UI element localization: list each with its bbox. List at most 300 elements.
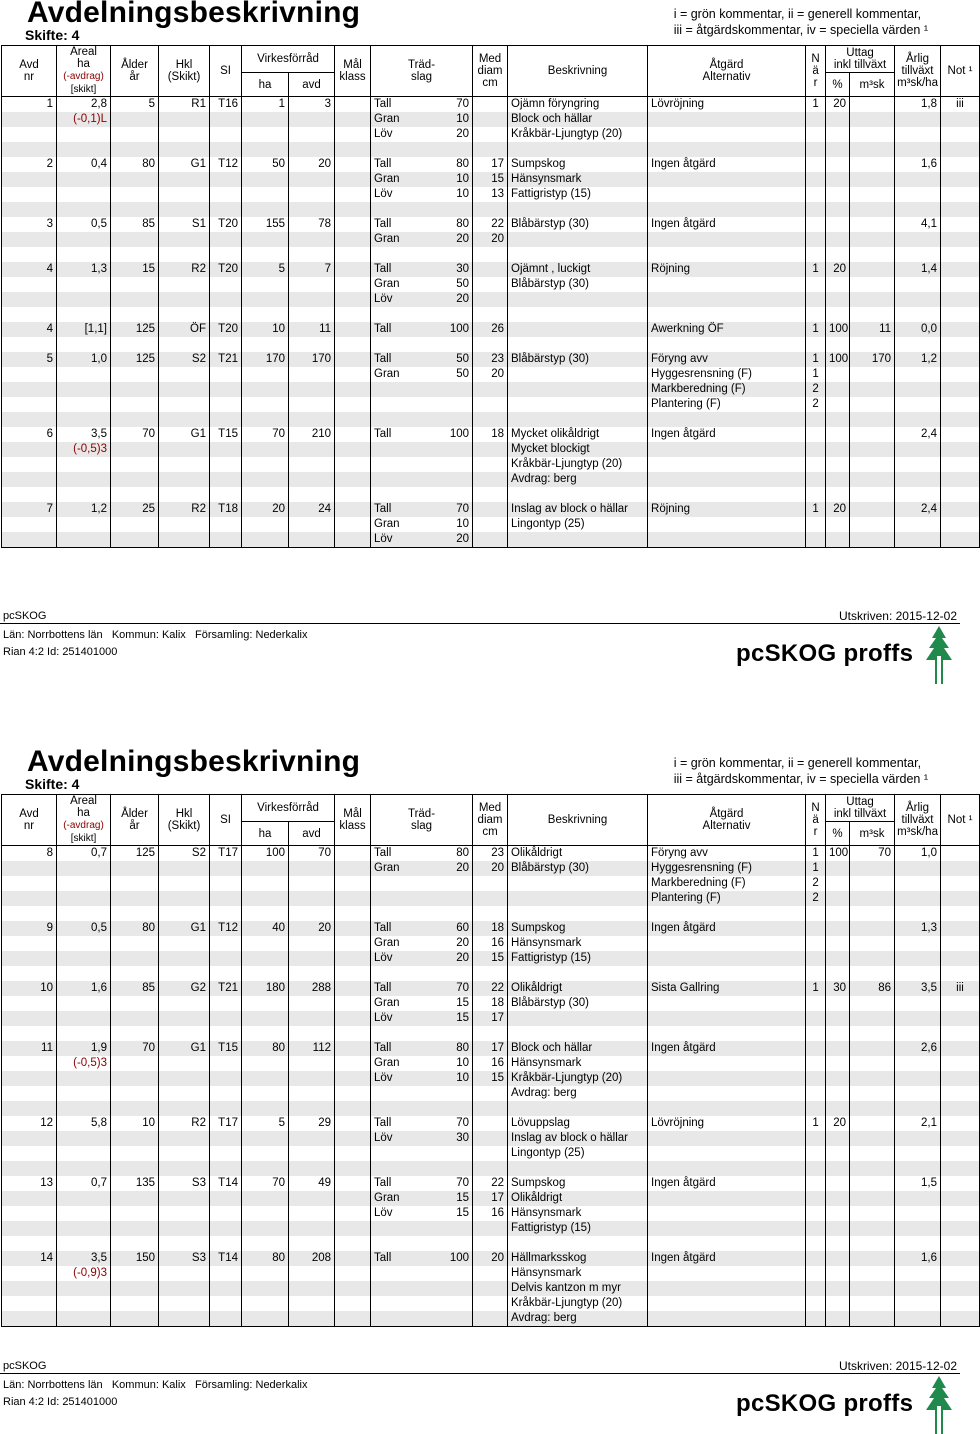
cell-uttag-pct bbox=[826, 1086, 850, 1101]
cell-nar bbox=[806, 412, 826, 427]
cell-diam: 20 bbox=[473, 1251, 508, 1266]
cell-malklass bbox=[335, 1101, 371, 1116]
cell-diam bbox=[473, 307, 508, 322]
table-row bbox=[2, 1221, 980, 1236]
cell-vf-avd bbox=[289, 1071, 335, 1086]
cell-arlig bbox=[895, 966, 941, 981]
cell-diam: 18 bbox=[473, 427, 508, 442]
table-row bbox=[2, 427, 980, 442]
cell-not bbox=[941, 966, 980, 981]
cell-tradslag-pct bbox=[433, 142, 473, 157]
table-row bbox=[2, 1206, 980, 1221]
cell-areal bbox=[57, 457, 111, 472]
cell-tradslag: Löv bbox=[371, 1071, 433, 1086]
cell-avd bbox=[2, 1236, 57, 1251]
cell-alder: 85 bbox=[111, 981, 159, 996]
cell-uttag-pct bbox=[826, 1056, 850, 1071]
cell-alder bbox=[111, 1266, 159, 1281]
cell-arlig bbox=[895, 936, 941, 951]
cell-malklass bbox=[335, 1251, 371, 1266]
cell-tradslag-pct bbox=[433, 247, 473, 262]
cell-vf-ha bbox=[242, 442, 289, 457]
cell-tradslag-pct: 80 bbox=[456, 847, 470, 859]
cell-areal bbox=[57, 172, 111, 187]
cell-diam bbox=[473, 966, 508, 981]
cell-beskrivning bbox=[508, 876, 648, 891]
cell-not bbox=[941, 891, 980, 906]
cell-tradslag-pct bbox=[433, 382, 473, 397]
cell-tradslag-pct bbox=[433, 1296, 473, 1311]
cell-malklass bbox=[335, 112, 371, 127]
cell-si: T16 bbox=[210, 97, 242, 113]
cell-areal: 3,5 bbox=[57, 1251, 111, 1266]
cell-uttag-m3sk bbox=[850, 1116, 895, 1131]
col-avd-header: Avd nr bbox=[2, 46, 57, 97]
cell-hkl bbox=[159, 1296, 210, 1311]
cell-uttag-m3sk: 170 bbox=[850, 352, 895, 367]
cell-nar bbox=[806, 172, 826, 187]
cell-avd bbox=[2, 1161, 57, 1176]
col-vf-avd-header: avd bbox=[289, 822, 335, 846]
cell-avd: 1 bbox=[2, 97, 57, 113]
cell-si bbox=[210, 412, 242, 427]
cell-hkl: R2 bbox=[159, 1116, 210, 1131]
cell-atgard: Ingen åtgärd bbox=[648, 157, 806, 172]
cell-malklass bbox=[335, 1086, 371, 1101]
cell-vf-ha bbox=[242, 307, 289, 322]
cell-hkl bbox=[159, 472, 210, 487]
table-row bbox=[2, 1236, 980, 1251]
cell-arlig bbox=[895, 442, 941, 457]
cell-areal bbox=[57, 1101, 111, 1116]
cell-vf-avd bbox=[289, 906, 335, 921]
cell-arlig bbox=[895, 1311, 941, 1327]
cell-alder bbox=[111, 307, 159, 322]
cell-tradslag: Löv bbox=[371, 951, 433, 966]
cell-atgard bbox=[648, 1011, 806, 1026]
cell-hkl bbox=[159, 1146, 210, 1161]
cell-uttag-pct bbox=[826, 1266, 850, 1281]
cell-avd bbox=[2, 112, 57, 127]
cell-uttag-pct bbox=[826, 292, 850, 307]
cell-avd bbox=[2, 1056, 57, 1071]
cell-alder: 15 bbox=[111, 262, 159, 277]
cell-vf-avd bbox=[289, 307, 335, 322]
cell-uttag-m3sk bbox=[850, 292, 895, 307]
cell-malklass bbox=[335, 1026, 371, 1041]
cell-diam bbox=[473, 1161, 508, 1176]
cell-arlig bbox=[895, 1101, 941, 1116]
cell-beskrivning: Inslag av block o hällar bbox=[508, 1131, 648, 1146]
cell-vf-ha bbox=[242, 292, 289, 307]
cell-arlig bbox=[895, 187, 941, 202]
table-row bbox=[2, 367, 980, 382]
cell-malklass bbox=[335, 502, 371, 517]
col-beskrivning-header: Beskrivning bbox=[508, 795, 648, 846]
cell-uttag-m3sk bbox=[850, 517, 895, 532]
cell-atgard: Föryng avv bbox=[648, 846, 806, 862]
cell-beskrivning: Avdrag: berg bbox=[508, 1086, 648, 1101]
cell-malklass bbox=[335, 1221, 371, 1236]
cell-arlig: 1,5 bbox=[895, 1176, 941, 1191]
cell-vf-ha bbox=[242, 861, 289, 876]
cell-vf-ha bbox=[242, 382, 289, 397]
cell-not bbox=[941, 921, 980, 936]
cell-tradslag-pct bbox=[433, 472, 473, 487]
cell-uttag-pct: 100 bbox=[826, 322, 850, 337]
cell-areal bbox=[57, 1191, 111, 1206]
cell-uttag-pct bbox=[826, 172, 850, 187]
cell-vf-avd bbox=[289, 861, 335, 876]
cell-diam bbox=[473, 1311, 508, 1327]
cell-tradslag-pct: 30 bbox=[433, 1131, 473, 1146]
cell-hkl bbox=[159, 232, 210, 247]
cell-not bbox=[941, 1281, 980, 1296]
cell-vf-avd bbox=[289, 1131, 335, 1146]
cell-tradslag-pct: 10 bbox=[433, 172, 473, 187]
table-row bbox=[2, 487, 980, 502]
cell-not bbox=[941, 1101, 980, 1116]
cell-not bbox=[941, 936, 980, 951]
cell-uttag-m3sk bbox=[850, 1071, 895, 1086]
cell-si bbox=[210, 397, 242, 412]
cell-nar bbox=[806, 1311, 826, 1327]
cell-vf-avd: 288 bbox=[289, 981, 335, 996]
cell-beskrivning: Hänsynsmark bbox=[508, 1056, 648, 1071]
table-row bbox=[2, 127, 980, 142]
cell-vf-avd: 29 bbox=[289, 1116, 335, 1131]
cell-not bbox=[941, 861, 980, 876]
cell-arlig bbox=[895, 1071, 941, 1086]
cell-si bbox=[210, 1221, 242, 1236]
cell-avd bbox=[2, 966, 57, 981]
table-row bbox=[2, 112, 980, 127]
cell-si bbox=[210, 966, 242, 981]
cell-nar: 1 bbox=[806, 97, 826, 113]
cell-areal: (-0,5)3 bbox=[57, 1056, 111, 1071]
cell-uttag-m3sk bbox=[850, 891, 895, 906]
cell-malklass bbox=[335, 262, 371, 277]
cell-tradslag bbox=[371, 906, 433, 921]
cell-not bbox=[941, 142, 980, 157]
cell-tradslag-pct bbox=[433, 1281, 473, 1296]
cell-hkl: S3 bbox=[159, 1176, 210, 1191]
cell-tradslag: Löv bbox=[371, 187, 433, 202]
cell-uttag-pct bbox=[826, 412, 850, 427]
cell-arlig: 1,3 bbox=[895, 921, 941, 936]
cell-nar: 1 bbox=[806, 1116, 826, 1131]
cell-avd bbox=[2, 232, 57, 247]
cell-tradslag-pct bbox=[433, 337, 473, 352]
cell-hkl bbox=[159, 1011, 210, 1026]
cell-uttag-pct: 20 bbox=[826, 97, 850, 113]
cell-si bbox=[210, 996, 242, 1011]
cell-vf-avd bbox=[289, 232, 335, 247]
footer-location: Län: Norrbottens län Kommun: Kalix Församling: Nederkalix bbox=[3, 629, 308, 641]
col-uttag-pct-header: % bbox=[826, 822, 850, 846]
cell-hkl bbox=[159, 1131, 210, 1146]
cell-malklass bbox=[335, 1191, 371, 1206]
cell-tradslag-pct: 20 bbox=[456, 128, 470, 140]
cell-uttag-m3sk bbox=[850, 382, 895, 397]
cell-beskrivning: Lingontyp (25) bbox=[508, 517, 648, 532]
cell-atgard bbox=[648, 1131, 806, 1146]
cell-areal bbox=[57, 891, 111, 906]
cell-si: T20 bbox=[210, 217, 242, 232]
cell-arlig: 1,4 bbox=[895, 262, 941, 277]
cell-nar bbox=[806, 1056, 826, 1071]
cell-si: T17 bbox=[210, 846, 242, 862]
cell-diam: 22 bbox=[473, 1176, 508, 1191]
cell-beskrivning: Kråkbär-Ljungtyp (20) bbox=[508, 457, 648, 472]
table-row bbox=[2, 921, 980, 936]
cell-tradslag-pct: 50 bbox=[456, 368, 470, 380]
cell-tradslag-pct bbox=[433, 1266, 473, 1281]
footer-location: Län: Norrbottens län Kommun: Kalix Församling: Nederkalix bbox=[3, 1379, 308, 1391]
cell-beskrivning bbox=[508, 966, 648, 981]
cell-hkl bbox=[159, 457, 210, 472]
cell-tradslag bbox=[371, 487, 433, 502]
cell-areal bbox=[57, 1236, 111, 1251]
cell-uttag-m3sk bbox=[850, 487, 895, 502]
cell-diam: 16 bbox=[473, 936, 508, 951]
pine-tree-icon bbox=[924, 1376, 954, 1434]
cell-areal bbox=[57, 1011, 111, 1026]
cell-tradslag bbox=[371, 1266, 433, 1281]
cell-malklass bbox=[335, 202, 371, 217]
col-uttag-m3sk-header: m³sk bbox=[850, 73, 895, 97]
table-row bbox=[2, 981, 980, 996]
cell-tradslag bbox=[371, 457, 433, 472]
cell-not bbox=[941, 1236, 980, 1251]
document-title: Avdelningsbeskrivning bbox=[27, 745, 361, 778]
cell-not bbox=[941, 517, 980, 532]
cell-tradslag-pct: 20 bbox=[433, 951, 473, 966]
cell-malklass bbox=[335, 1176, 371, 1191]
cell-tradslag bbox=[371, 1086, 433, 1101]
cell-atgard bbox=[648, 517, 806, 532]
cell-arlig bbox=[895, 412, 941, 427]
cell-atgard bbox=[648, 1101, 806, 1116]
cell-diam: 20 bbox=[473, 232, 508, 247]
cell-tradslag bbox=[371, 1236, 433, 1251]
cell-not bbox=[941, 277, 980, 292]
cell-vf-avd bbox=[289, 1056, 335, 1071]
cell-uttag-pct bbox=[826, 1041, 850, 1056]
cell-not: iii bbox=[941, 97, 980, 113]
cell-tradslag-pct: 80 bbox=[456, 218, 470, 230]
cell-si: T12 bbox=[210, 157, 242, 172]
cell-tradslag: Löv bbox=[371, 532, 433, 548]
cell-nar bbox=[806, 1251, 826, 1266]
cell-diam bbox=[473, 292, 508, 307]
cell-atgard: Föryng avv bbox=[648, 352, 806, 367]
cell-arlig bbox=[895, 1056, 941, 1071]
cell-uttag-pct bbox=[826, 1026, 850, 1041]
cell-areal bbox=[57, 1146, 111, 1161]
cell-beskrivning: Olikåldrigt bbox=[508, 981, 648, 996]
col-atgard-header: Åtgärd Alternativ bbox=[648, 46, 806, 97]
cell-vf-ha: 180 bbox=[242, 981, 289, 996]
cell-avd: 4 bbox=[2, 262, 57, 277]
cell-beskrivning: Lingontyp (25) bbox=[508, 1146, 648, 1161]
cell-tradslag: Tall bbox=[371, 502, 433, 517]
cell-tradslag bbox=[371, 247, 433, 262]
cell-avd: 8 bbox=[2, 846, 57, 862]
cell-diam: 17 bbox=[473, 1191, 508, 1206]
cell-alder bbox=[111, 277, 159, 292]
cell-uttag-m3sk bbox=[850, 472, 895, 487]
cell-not bbox=[941, 232, 980, 247]
cell-diam bbox=[473, 142, 508, 157]
cell-arlig: 1,8 bbox=[895, 97, 941, 113]
cell-nar bbox=[806, 202, 826, 217]
cell-beskrivning: Mycket blockigt bbox=[508, 442, 648, 457]
table-row bbox=[2, 1161, 980, 1176]
cell-vf-ha bbox=[242, 936, 289, 951]
cell-areal: 2,8 bbox=[57, 97, 111, 113]
col-vf-ha-header: ha bbox=[242, 73, 289, 97]
cell-vf-avd bbox=[289, 442, 335, 457]
cell-areal bbox=[57, 861, 111, 876]
cell-hkl bbox=[159, 1056, 210, 1071]
cell-uttag-pct bbox=[826, 457, 850, 472]
cell-malklass bbox=[335, 472, 371, 487]
cell-diam bbox=[473, 1296, 508, 1311]
col-areal-header: Areal ha (-avdrag) [skikt] bbox=[57, 795, 111, 846]
cell-vf-ha: 170 bbox=[242, 352, 289, 367]
cell-malklass bbox=[335, 1281, 371, 1296]
cell-beskrivning: Blåbärstyp (30) bbox=[508, 996, 648, 1011]
cell-tradslag-pct: 15 bbox=[433, 1191, 473, 1206]
cell-hkl: G1 bbox=[159, 157, 210, 172]
cell-alder bbox=[111, 412, 159, 427]
cell-vf-avd bbox=[289, 1296, 335, 1311]
cell-areal bbox=[57, 1071, 111, 1086]
col-uttag-pct-header: % bbox=[826, 73, 850, 97]
cell-vf-avd bbox=[289, 1026, 335, 1041]
cell-areal bbox=[57, 1311, 111, 1327]
cell-vf-ha bbox=[242, 1131, 289, 1146]
cell-vf-ha bbox=[242, 1296, 289, 1311]
cell-nar bbox=[806, 1191, 826, 1206]
cell-uttag-pct bbox=[826, 307, 850, 322]
cell-uttag-m3sk: 86 bbox=[850, 981, 895, 996]
cell-alder bbox=[111, 951, 159, 966]
cell-tradslag-pct: 30 bbox=[433, 262, 473, 277]
cell-tradslag bbox=[371, 307, 433, 322]
cell-hkl bbox=[159, 1311, 210, 1327]
cell-si bbox=[210, 517, 242, 532]
cell-beskrivning bbox=[508, 367, 648, 382]
cell-uttag-m3sk bbox=[850, 97, 895, 113]
cell-si bbox=[210, 1101, 242, 1116]
cell-tradslag-pct: 70 bbox=[456, 1177, 470, 1189]
cell-atgard bbox=[648, 202, 806, 217]
cell-tradslag-pct bbox=[433, 412, 473, 427]
cell-atgard bbox=[648, 1206, 806, 1221]
cell-not bbox=[941, 157, 980, 172]
cell-atgard: Awerkning ÖF bbox=[648, 322, 806, 337]
cell-beskrivning bbox=[508, 247, 648, 262]
cell-nar bbox=[806, 1101, 826, 1116]
cell-hkl: S2 bbox=[159, 846, 210, 862]
cell-si bbox=[210, 891, 242, 906]
table-row bbox=[2, 187, 980, 202]
cell-areal bbox=[57, 1131, 111, 1146]
cell-diam bbox=[473, 1131, 508, 1146]
cell-tradslag: Tall bbox=[371, 427, 433, 442]
cell-tradslag-pct: 20 bbox=[433, 232, 473, 247]
cell-diam bbox=[473, 97, 508, 113]
cell-arlig bbox=[895, 1221, 941, 1236]
cell-vf-ha: 10 bbox=[242, 322, 289, 337]
cell-nar bbox=[806, 157, 826, 172]
cell-atgard bbox=[648, 936, 806, 951]
cell-atgard bbox=[648, 1086, 806, 1101]
cell-hkl bbox=[159, 1071, 210, 1086]
cell-malklass bbox=[335, 996, 371, 1011]
cell-hkl: R2 bbox=[159, 262, 210, 277]
cell-avd bbox=[2, 187, 57, 202]
cell-hkl bbox=[159, 187, 210, 202]
cell-tradslag: Gran bbox=[371, 172, 433, 187]
cell-alder bbox=[111, 1281, 159, 1296]
cell-malklass bbox=[335, 981, 371, 996]
cell-malklass bbox=[335, 846, 371, 862]
cell-uttag-pct bbox=[826, 427, 850, 442]
cell-not bbox=[941, 1266, 980, 1281]
cell-arlig bbox=[895, 457, 941, 472]
cell-tradslag: Tall bbox=[371, 921, 433, 936]
document-subtitle: Skifte: 4 bbox=[25, 776, 80, 792]
cell-vf-avd bbox=[289, 472, 335, 487]
cell-tradslag: Gran bbox=[371, 1191, 433, 1206]
cell-malklass bbox=[335, 427, 371, 442]
cell-diam bbox=[473, 202, 508, 217]
cell-si bbox=[210, 1206, 242, 1221]
cell-uttag-pct: 20 bbox=[826, 262, 850, 277]
cell-atgard bbox=[648, 1236, 806, 1251]
cell-arlig bbox=[895, 1281, 941, 1296]
cell-avd bbox=[2, 1146, 57, 1161]
cell-avd bbox=[2, 1206, 57, 1221]
cell-areal: 0,7 bbox=[57, 1176, 111, 1191]
cell-si bbox=[210, 1281, 242, 1296]
cell-diam bbox=[473, 397, 508, 412]
cell-uttag-m3sk bbox=[850, 232, 895, 247]
table-row bbox=[2, 217, 980, 232]
cell-not bbox=[941, 487, 980, 502]
cell-vf-ha bbox=[242, 1236, 289, 1251]
cell-uttag-pct bbox=[826, 1161, 850, 1176]
table-row bbox=[2, 936, 980, 951]
cell-uttag-pct bbox=[826, 1101, 850, 1116]
cell-alder bbox=[111, 1296, 159, 1311]
cell-beskrivning: Kråkbär-Ljungtyp (20) bbox=[508, 1296, 648, 1311]
cell-avd bbox=[2, 367, 57, 382]
cell-vf-ha bbox=[242, 367, 289, 382]
cell-tradslag-pct: 10 bbox=[456, 1057, 470, 1069]
col-virkesforrad-header: Virkesförråd bbox=[242, 46, 335, 73]
cell-arlig bbox=[895, 487, 941, 502]
cell-uttag-m3sk bbox=[850, 367, 895, 382]
cell-vf-ha bbox=[242, 1101, 289, 1116]
cell-tradslag-pct: 15 bbox=[456, 1207, 470, 1219]
cell-beskrivning: Inslag av block o hällar bbox=[508, 502, 648, 517]
cell-vf-ha bbox=[242, 1221, 289, 1236]
table-row bbox=[2, 1056, 980, 1071]
